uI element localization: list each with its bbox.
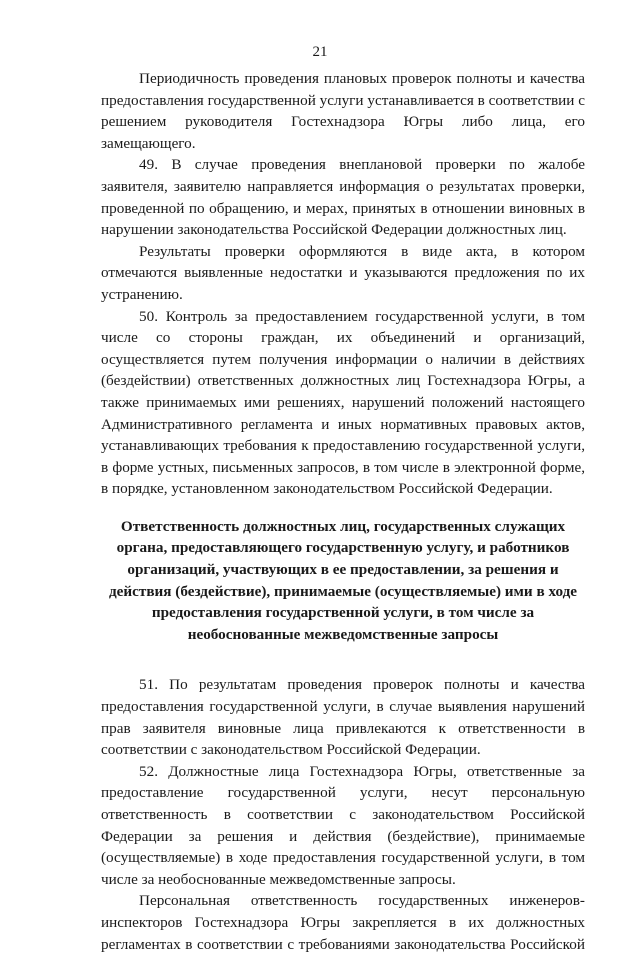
paragraph-49: 49. В случае проведения внеплановой проверки по жалобе заявителя, заявителю направляется информация о результатах проверки, проведенной по обращению, и мерах, принятых в отношении виновных в нарушении законодательства Российской Федерации должностных лиц. bbox=[101, 156, 585, 239]
paragraph-50: 50. Контроль за предоставлением государственной услуги, в том числе со стороны граждан, их объединений и организаций, осуществляется путем получения информации о наличии в действиях (бездействии) ответственных должностных лиц Гостехнадзора Югры, а также принимаемых ими решениях, нарушений положений настоящего Административного регламента и иных нормативных правовых актов, устанавливающих требования к предоставлению государственной услуги, в форме устных, письменных запросов, в том числе в электронной форме, в порядке, установленном законодательством Российской Федерации. bbox=[101, 307, 585, 498]
page-number: 21 bbox=[312, 44, 328, 60]
paragraph: Персональная ответственность государственных инженеров-инспекторов Гостехнадзора Югры закрепляется в их должностных регламентах в соответствии с требованиями законодательства Российской bbox=[101, 892, 585, 953]
paragraph: Результаты проверки оформляются в виде акта, в котором отмечаются выявленные недостатки и указываются предложения по их устранению. bbox=[101, 242, 585, 303]
paragraph-51: 51. По результатам проведения проверок полноты и качества предоставления государственной услуги, в случае выявления нарушений прав заявителя виновные лица привлекаются к ответственности в соответствии с законодательством Российской Федерации. bbox=[101, 676, 585, 759]
section-heading: Ответственность должностных лиц, государственных служащих органа, предоставляющего государственную услугу, и работников организаций, участвующих в ее предоставлении, за решения и действия (бездействие), принимаемые (осуществляемые) ими в ходе предоставления государственной услуги, в том числе за необоснованные межведомственные запросы bbox=[108, 517, 578, 643]
paragraph: Периодичность проведения плановых проверок полноты и качества предоставления государственной услуги устанавливается в соответствии с решением руководителя Гостехнадзора Югры либо лица, его замещающего. bbox=[101, 70, 585, 152]
paragraph-52: 52. Должностные лица Гостехнадзора Югры, ответственные за предоставление государственной услуги, несут персональную ответственность в соответствии с законодательством Российской Федерации за решения и действия (бездействие), принимаемые (осуществляемые) в ходе предоставления государственной услуги, в том числе за необоснованные межведомственные запросы. bbox=[101, 762, 585, 888]
document-body bbox=[101, 68, 585, 955]
